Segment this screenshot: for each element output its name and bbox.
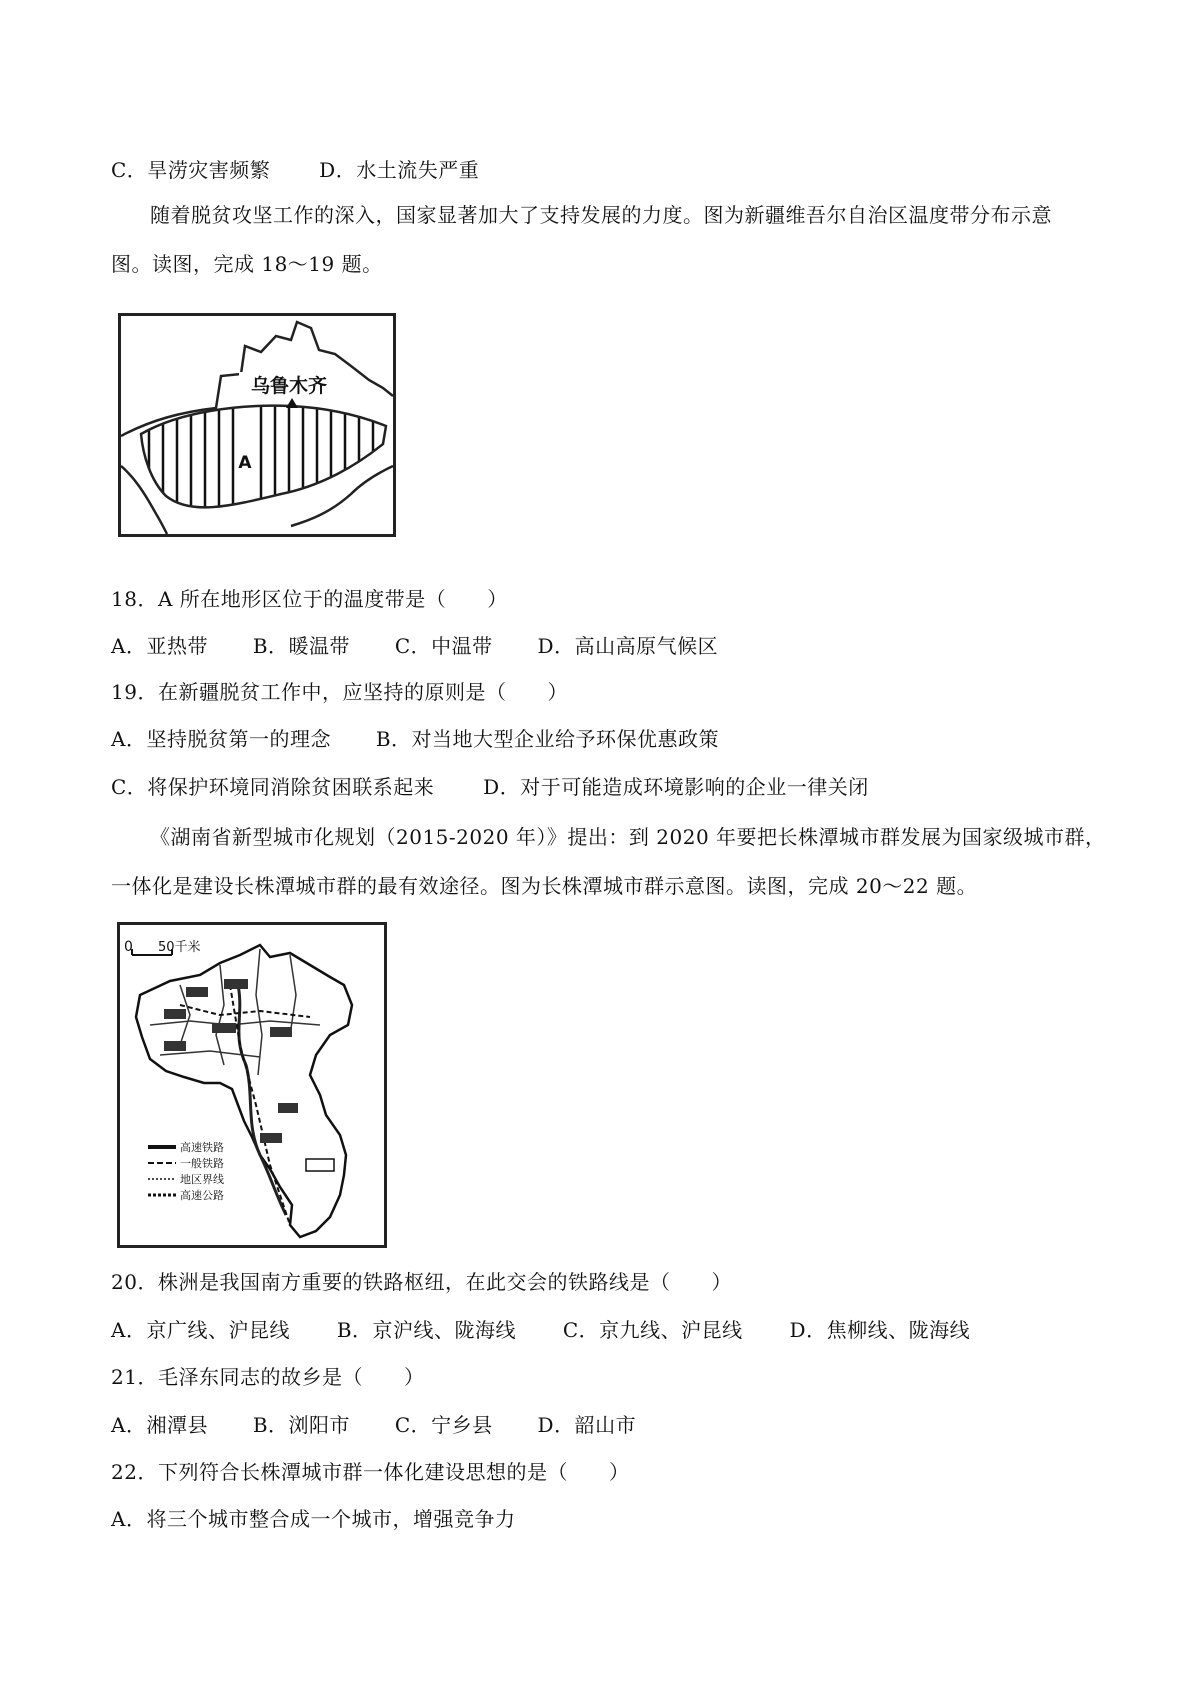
q20-option-b[interactable]: B．京沪线、陇海线 xyxy=(336,1318,517,1342)
q22-stem: 22．下列符合长株潭城市群一体化建设思想的是（ ） xyxy=(111,1460,630,1484)
q18-options xyxy=(111,632,718,660)
q21-option-c[interactable]: C．宁乡县 xyxy=(394,1413,493,1437)
xiang-river xyxy=(238,985,286,1215)
xinjiang-intro-line1: 随着脱贫攻坚工作的深入，国家显著加大了支持发展的力度。图为新疆维吾尔自治区温度带分布示意 xyxy=(150,203,1052,227)
q21-options xyxy=(111,1411,636,1439)
southwest-boundary xyxy=(121,466,167,534)
q19-option-c[interactable]: C．将保护环境同消除贫困联系起来 xyxy=(111,775,435,799)
legend-label-4: 高速公路 xyxy=(180,1189,224,1202)
legend-label-3: 地区界线 xyxy=(180,1173,224,1186)
q19-option-b[interactable]: B．对当地大型企业给予环保优惠政策 xyxy=(375,727,720,751)
urumqi-label: 乌鲁木齐 xyxy=(250,375,328,397)
xinjiang-temperature-map xyxy=(118,313,396,537)
q17-option-c[interactable]: C．旱涝灾害频繁 xyxy=(111,158,271,182)
q18-stem: 18．A 所在地形区位于的温度带是（ ） xyxy=(111,587,508,611)
hunan-intro-line2: 一体化是建设长株潭城市群的最有效途径。图为长株潭城市群示意图。读图，完成 20～22 题。 xyxy=(111,874,978,898)
q19-stem: 19．在新疆脱贫工作中，应坚持的原则是（ ） xyxy=(111,680,568,704)
xinjiang-intro-line2: 图。读图，完成 18～19 题。 xyxy=(111,252,383,276)
q20-options xyxy=(111,1316,970,1344)
q18-option-b[interactable]: B．暖温带 xyxy=(252,634,351,658)
q18-option-c[interactable]: C．中温带 xyxy=(394,634,493,658)
city-block xyxy=(186,987,208,997)
hunan-intro-line1: 《湖南省新型城市化规划（2015-2020 年）》提出：到 2020 年要把长株潭城市群发展为国家级城市群， xyxy=(150,825,1106,849)
q19-option-d[interactable]: D．对于可能造成环境影响的企业一律关闭 xyxy=(483,775,869,799)
changzhutan-map-drawing xyxy=(120,925,384,1245)
q21-option-d[interactable]: D．韶山市 xyxy=(537,1413,637,1437)
q18-option-d[interactable]: D．高山高原气候区 xyxy=(537,634,719,658)
city-block xyxy=(270,1027,292,1037)
changzhutan-map xyxy=(117,922,387,1248)
q20-option-c[interactable]: C．京九线、沪昆线 xyxy=(562,1318,743,1342)
q17-option-d[interactable]: D．水土流失严重 xyxy=(319,158,480,182)
region-a-label: A xyxy=(238,453,252,473)
scale-label: 50千米 xyxy=(158,940,201,955)
q20-option-a[interactable]: A．京广线、沪昆线 xyxy=(111,1318,290,1342)
legend-label-1: 高速铁路 xyxy=(180,1141,224,1154)
basin-stripes xyxy=(149,396,373,526)
q19-options-row1 xyxy=(111,725,719,753)
city-block xyxy=(260,1133,282,1143)
q18-option-a[interactable]: A．亚热带 xyxy=(111,634,208,658)
q22-option-a[interactable]: A．将三个城市整合成一个城市，增强竞争力 xyxy=(111,1507,516,1531)
city-block xyxy=(164,1041,186,1051)
city-block xyxy=(224,979,248,989)
city-block xyxy=(212,1023,236,1033)
q21-option-b[interactable]: B．浏阳市 xyxy=(252,1413,351,1437)
q21-option-a[interactable]: A．湘潭县 xyxy=(111,1413,208,1437)
q19-options-row2 xyxy=(111,773,869,801)
city-block xyxy=(278,1103,298,1113)
city-block xyxy=(164,1009,186,1019)
scale-zero: 0 xyxy=(124,939,133,955)
q17-options xyxy=(111,156,479,184)
urumqi-marker xyxy=(286,398,298,408)
q19-option-a[interactable]: A．坚持脱贫第一的理念 xyxy=(111,727,331,751)
city-block xyxy=(306,1159,334,1171)
q21-stem: 21．毛泽东同志的故乡是（ ） xyxy=(111,1365,425,1389)
q20-option-d[interactable]: D．焦柳线、陇海线 xyxy=(789,1318,971,1342)
q20-stem: 20．株洲是我国南方重要的铁路枢纽，在此交会的铁路线是（ ） xyxy=(111,1270,732,1294)
southeast-boundary xyxy=(291,466,393,526)
legend-label-2: 一般铁路 xyxy=(180,1157,224,1170)
xinjiang-map-drawing xyxy=(121,316,393,534)
